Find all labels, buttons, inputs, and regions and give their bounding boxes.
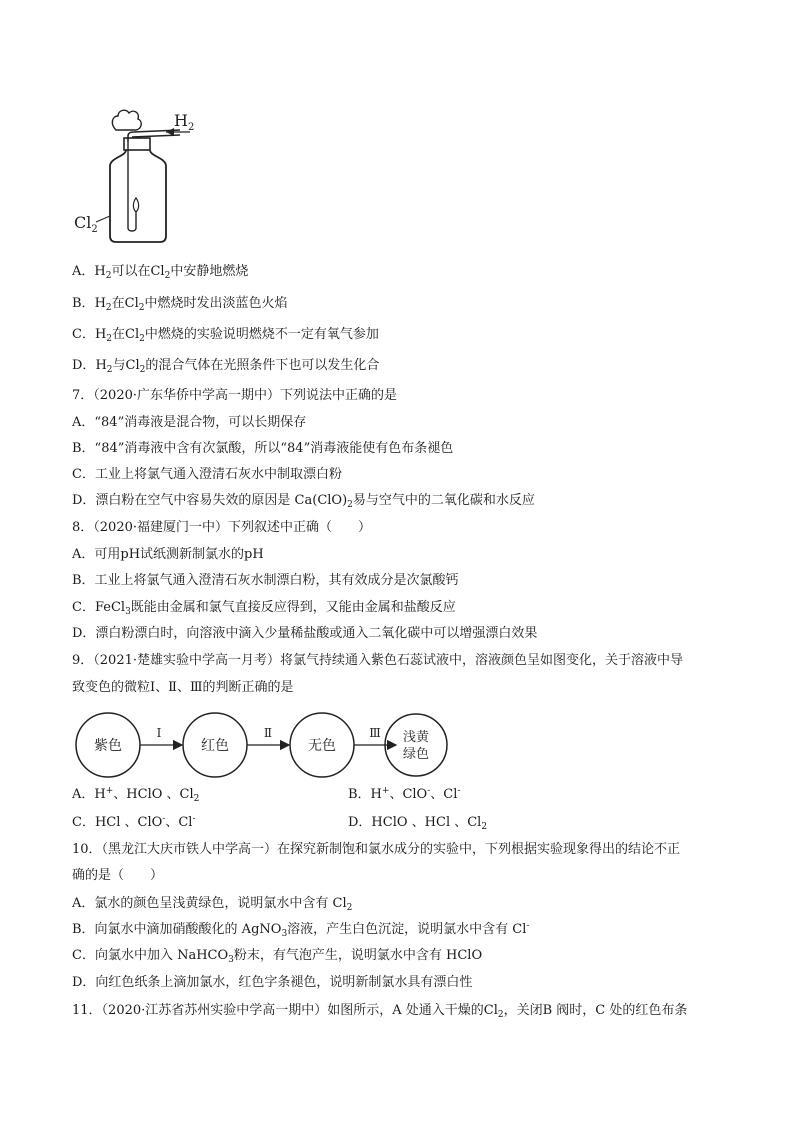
arrow-1-label: Ⅰ bbox=[156, 726, 162, 740]
q8-option-a: A．可用pH试纸测新制氯水的pH bbox=[72, 547, 264, 562]
q8-stem: 8．（2020·福建厦门一中）下列叙述中正确（ ） bbox=[72, 520, 371, 535]
flame bbox=[133, 198, 138, 212]
q9-option-d: D．HClO 、HCl 、$Cl_2$ bbox=[348, 815, 488, 832]
h2-cl2-apparatus-figure bbox=[70, 100, 210, 245]
q10-option-b: B．向氯水中滴加硝酸酸化的 AgNO$_3$溶液，产生白色沉淀，说明氯水中含有 Cl- bbox=[72, 921, 530, 939]
q6-option-a: A．$H_2$可以在$Cl_2$中安静地燃烧 bbox=[72, 264, 249, 281]
q7-option-a: A．“84”消毒液是混合物，可以长期保存 bbox=[72, 415, 307, 430]
q11-stem: 11．（2020·江苏省苏州实验中学高一期中）如图所示，A 处通入干燥的$Cl_2$，关闭B 阀时，C 处的红色布条 bbox=[72, 1003, 688, 1020]
inner-tube bbox=[128, 142, 136, 231]
label-purple: 紫色 bbox=[94, 738, 122, 754]
arrow-3-label: Ⅲ bbox=[369, 726, 381, 740]
q7-option-c: C．工业上将氯气通入澄清石灰水中制取漂白粉 bbox=[72, 467, 342, 482]
smoke-puff bbox=[112, 110, 141, 130]
label-yellow: 浅黄 bbox=[402, 730, 430, 745]
q6-option-b: B．$H_2$在$Cl_2$中燃烧时发出淡蓝色火焰 bbox=[72, 296, 288, 313]
cl2-label: $Cl_2$ bbox=[74, 213, 98, 235]
q7-stem: 7．（2020·广东华侨中学高一期中）下列说法中正确的是 bbox=[72, 388, 397, 403]
q9-option-a: A．H+、HClO 、$Cl_2$ bbox=[72, 786, 200, 804]
color-change-flow-diagram bbox=[70, 710, 450, 780]
q10-stem-line2: 确的是（ ） bbox=[72, 868, 164, 883]
q9-stem-line1: 9．（2021·楚雄实验中学高一月考）将氯气持续通入紫色石蕊试液中，溶液颜色呈如图变化，关于溶液中导 bbox=[72, 653, 683, 668]
cl2-pointer bbox=[96, 216, 110, 222]
q8-option-d: D．漂白粉漂白时，向溶液中滴入少量稀盐酸或通入二氧化碳中可以增强漂白效果 bbox=[72, 626, 538, 641]
q6-option-c: C．$H_2$在$Cl_2$中燃烧的实验说明燃烧不一定有氧气参加 bbox=[72, 327, 379, 344]
bottle-body bbox=[110, 150, 166, 242]
h2-label: $H_2$ bbox=[174, 111, 195, 133]
q9-option-b: B．H+、ClO-、Cl- bbox=[348, 786, 461, 802]
q7-option-b: B．“84”消毒液中含有次氯酸，所以“84”消毒液能使有色布条褪色 bbox=[72, 441, 454, 456]
q10-option-a: A．氯水的颜色呈浅黄绿色，说明氯水中含有 $Cl_2$ bbox=[72, 896, 353, 913]
q10-option-c: C．向氯水中加入 NaHCO$_3$粉末，有气泡产生，说明氯水中含有 HClO bbox=[72, 948, 483, 965]
label-green: 绿色 bbox=[402, 747, 430, 762]
label-colorless: 无色 bbox=[308, 738, 336, 754]
label-red: 红色 bbox=[201, 738, 229, 754]
q7-option-d: D．漂白粉在空气中容易失效的原因是 $Ca(ClO)_2$易与空气中的二氧化碳和水反应 bbox=[72, 493, 535, 510]
q9-option-c: C．HCl 、ClO-、Cl- bbox=[72, 814, 196, 830]
q10-option-d: D．向红色纸条上滴加氯水，红色字条褪色，说明新制氯水具有漂白性 bbox=[72, 975, 473, 990]
q9-stem-line2: 致变色的微粒Ⅰ、Ⅱ、Ⅲ的判断正确的是 bbox=[72, 680, 294, 695]
arrow-2-label: Ⅱ bbox=[263, 726, 273, 740]
q10-stem-line1: 10．（黑龙江大庆市铁人中学高一）在探究新制饱和氯水成分的实验中，下列根据实验现象得出的结论不正 bbox=[72, 842, 681, 857]
q8-option-c: C．FeCl$_3$既能由金属和氯气直接反应得到，又能由金属和盐酸反应 bbox=[72, 600, 456, 617]
q8-option-b: B．工业上将氯气通入澄清石灰水制漂白粉，其有效成分是次氯酸钙 bbox=[72, 573, 459, 588]
q6-option-d: D．$H_2$与$Cl_2$的混合气体在光照条件下也可以发生化合 bbox=[72, 358, 380, 375]
